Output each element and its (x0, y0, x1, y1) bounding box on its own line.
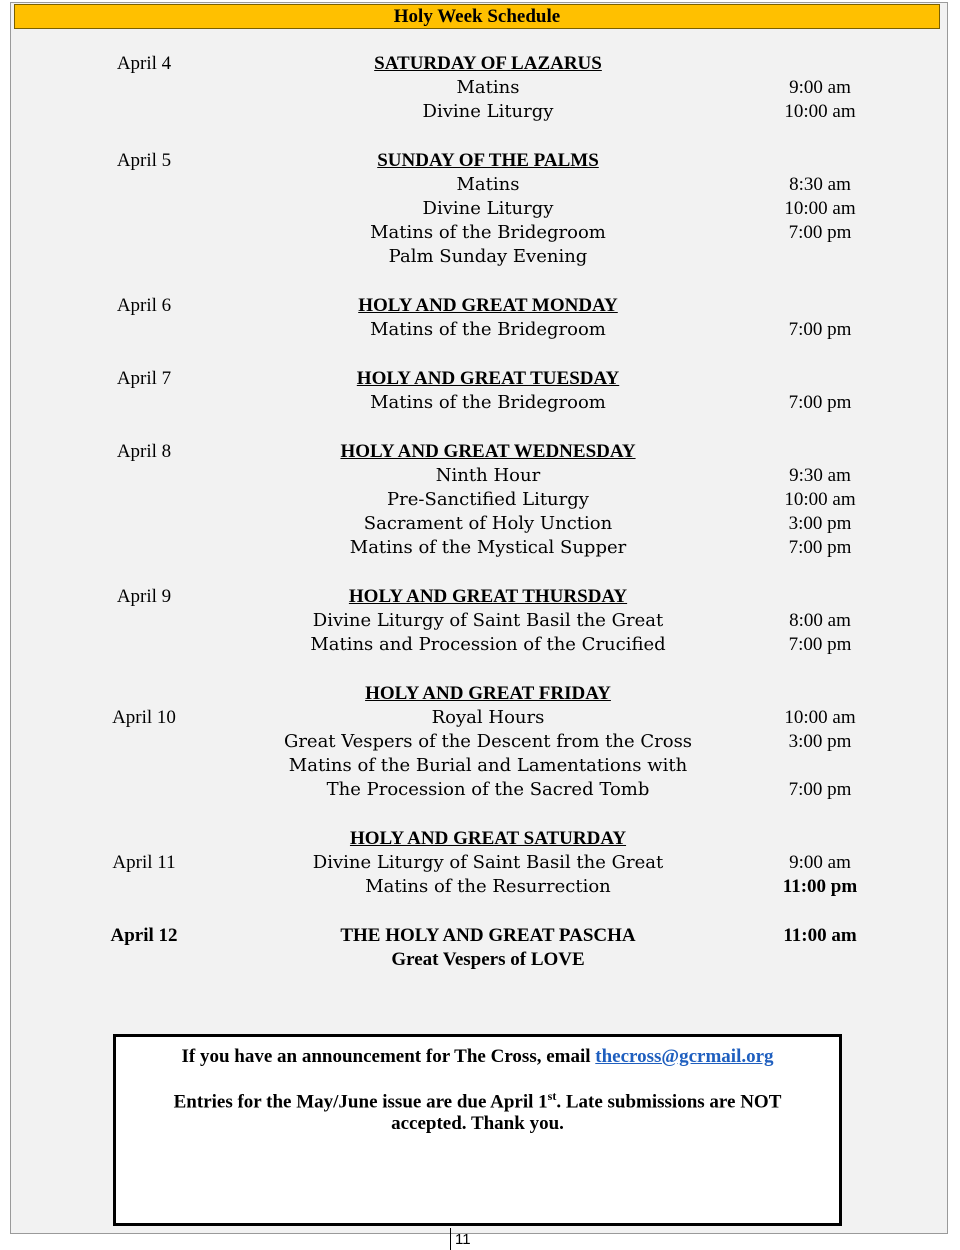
date-label: April 7 (116, 368, 172, 389)
service-time: 7:00 pm (788, 222, 852, 243)
day-heading: HOLY AND GREAT TUESDAY (356, 368, 620, 389)
service-time: 9:00 am (789, 77, 851, 98)
date-label: April 11 (112, 852, 176, 873)
service-time: 9:00 am (789, 852, 851, 873)
date-label: April 6 (116, 295, 172, 316)
service-time: 3:00 pm (788, 513, 852, 534)
footer-divider (450, 1228, 451, 1250)
service-name: Matins of the Mystical Supper (349, 537, 627, 558)
day-heading: SATURDAY OF LAZARUS (374, 53, 602, 74)
date-label: April 8 (116, 441, 172, 462)
service-time: 7:00 pm (788, 537, 852, 558)
date-label: April 12 (110, 925, 178, 946)
service-name: Matins of the Resurrection (365, 876, 611, 897)
service-name: Divine Liturgy (422, 198, 554, 219)
date-label: April 9 (116, 586, 172, 607)
service-name: Matins (456, 77, 520, 98)
service-time: 7:00 pm (788, 319, 852, 340)
service-name: Great Vespers of LOVE (391, 949, 585, 970)
service-time: 11:00 am (783, 925, 857, 946)
service-name: Divine Liturgy (422, 101, 554, 122)
service-time: 8:00 am (789, 610, 851, 631)
service-time: 7:00 pm (788, 392, 852, 413)
service-name: Palm Sunday Evening (388, 246, 588, 267)
service-time: 3:00 pm (788, 731, 852, 752)
service-time: 10:00 am (784, 198, 856, 219)
service-name: Pre-Sanctified Liturgy (387, 489, 589, 510)
service-name: Great Vespers of the Descent from the Cross (283, 731, 693, 752)
day-heading: HOLY AND GREAT WEDNESDAY (340, 441, 636, 462)
service-name: Divine Liturgy of Saint Basil the Great (312, 610, 664, 631)
day-heading: HOLY AND GREAT FRIDAY (365, 683, 611, 704)
service-name: Matins (456, 174, 520, 195)
announcement-line (116, 1043, 839, 1070)
date-label: April 10 (112, 707, 176, 728)
service-time: 10:00 am (784, 101, 856, 122)
day-heading: HOLY AND GREAT SATURDAY (349, 828, 627, 849)
announcement-text: If you have an announcement for The Cross, email (181, 1046, 596, 1067)
service-time: 11:00 pm (782, 876, 858, 897)
service-name: Matins and Procession of the Crucified (310, 634, 666, 655)
service-time: 9:30 am (789, 465, 851, 486)
day-heading: SUNDAY OF THE PALMS (377, 150, 599, 171)
service-time: 10:00 am (784, 489, 856, 510)
thanks-line: accepted. Thank you. (391, 1113, 564, 1134)
date-label: April 4 (116, 53, 172, 74)
service-time: 8:30 am (789, 174, 851, 195)
service-name: Matins of the Bridegroom (370, 319, 606, 340)
deadline-text-end: . Late submissions are NOT (556, 1091, 782, 1113)
ordinal-suffix: st (547, 1089, 557, 1103)
schedule-title: Holy Week Schedule (14, 4, 940, 29)
deadline-text: Entries for the May/June issue are due April 1 (173, 1091, 548, 1113)
service-name: Ninth Hour (435, 465, 541, 486)
day-heading: HOLY AND GREAT MONDAY (358, 295, 618, 316)
day-heading: THE HOLY AND GREAT PASCHA (340, 925, 636, 946)
service-name: Matins of the Bridegroom (370, 222, 606, 243)
page-number: 11 (455, 1231, 471, 1248)
email-link[interactable]: thecross@gcrmail.org (595, 1046, 774, 1067)
service-name: Matins of the Burial and Lamentations with (288, 755, 688, 776)
announcement-box (113, 1034, 842, 1226)
day-heading: HOLY AND GREAT THURSDAY (348, 586, 628, 607)
service-name: Royal Hours (431, 707, 545, 728)
service-name: Sacrament of Holy Unction (363, 513, 613, 534)
date-label: April 5 (116, 150, 172, 171)
service-time: 7:00 pm (788, 634, 852, 655)
service-time: 7:00 pm (788, 779, 852, 800)
service-name: Matins of the Bridegroom (370, 392, 606, 413)
service-time: 10:00 am (784, 707, 856, 728)
service-name: Divine Liturgy of Saint Basil the Great (312, 852, 664, 873)
service-name: The Procession of the Sacred Tomb (326, 779, 650, 800)
